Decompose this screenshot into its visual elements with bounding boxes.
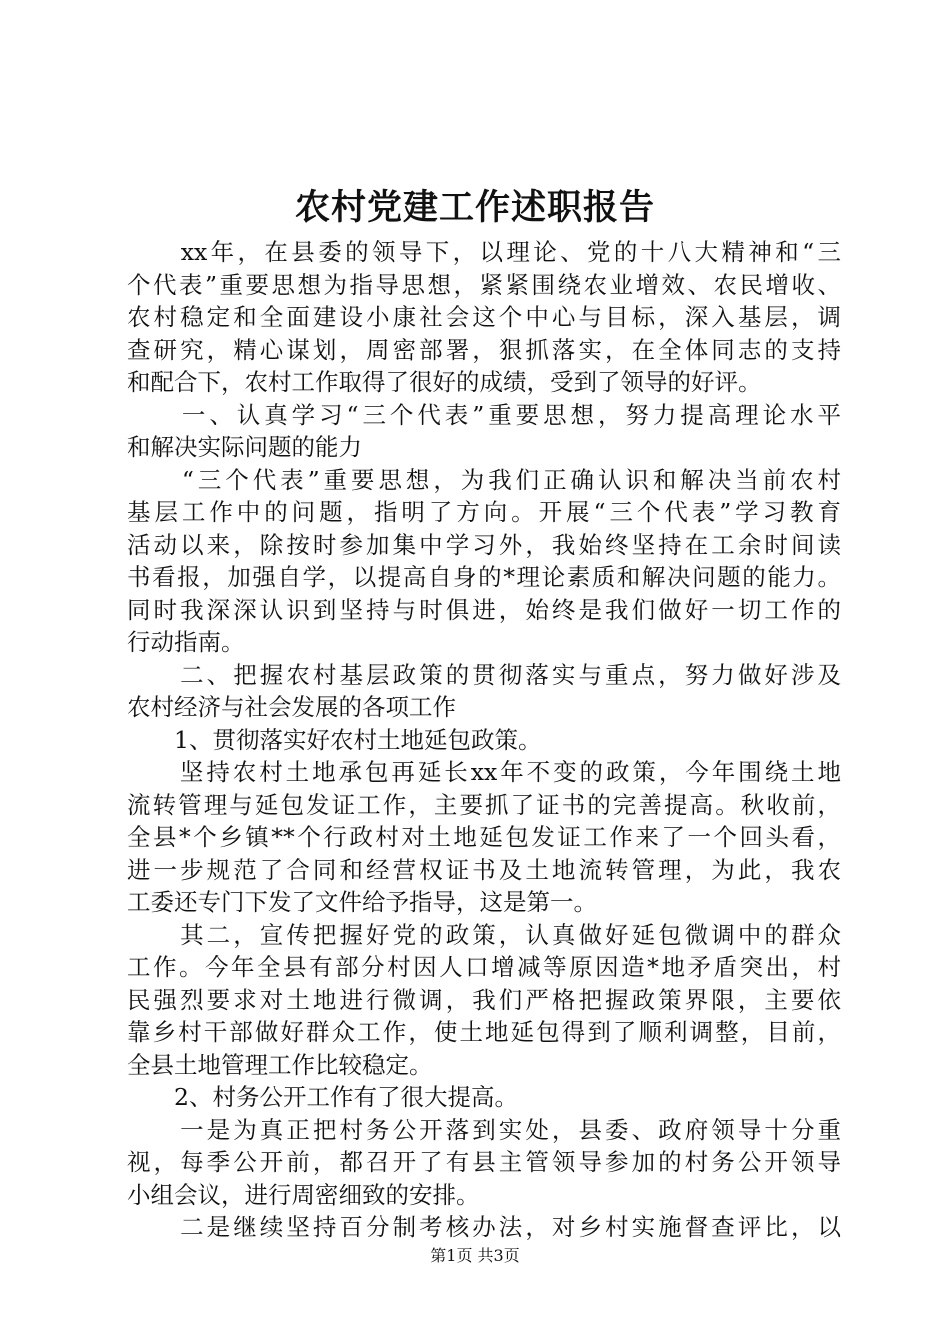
body-line: “三个代表”重要思想，为我们正确认识和解决当前农村 bbox=[127, 465, 841, 494]
body-line: 1、贯彻落实好农村土地延包政策。 bbox=[127, 725, 542, 754]
body-line: 同时我深深认识到坚持与时俱进，始终是我们做好一切工作的 bbox=[127, 595, 841, 624]
body-line: 坚持农村土地承包再延长xx年不变的政策，今年围绕土地 bbox=[127, 758, 841, 786]
body-line: 行动指南。 bbox=[127, 628, 245, 656]
body-line: 进一步规范了合同和经营权证书及土地流转管理，为此，我农 bbox=[127, 855, 841, 884]
body-line: 一、认真学习“三个代表”重要思想，努力提高理论水平 bbox=[127, 400, 841, 429]
body-line: 二、把握农村基层政策的贯彻落实与重点，努力做好涉及 bbox=[127, 660, 841, 689]
body-line: 一是为真正把村务公开落到实处，县委、政府领导十分重 bbox=[127, 1115, 841, 1144]
body-line: 2、村务公开工作有了很大提高。 bbox=[127, 1083, 518, 1111]
body-line: 其二，宣传把握好党的政策，认真做好延包微调中的群众 bbox=[127, 920, 841, 949]
body-line: 个代表”重要思想为指导思想，紧紧围绕农业增效、农民增收、 bbox=[127, 270, 841, 299]
body-line: 小组会议，进行周密细致的安排。 bbox=[127, 1180, 480, 1209]
body-line: 和解决实际问题的能力 bbox=[127, 433, 362, 461]
body-line: 视，每季公开前，都召开了有县主管领导参加的村务公开领导 bbox=[127, 1148, 841, 1176]
body-line: 工作。今年全县有部分村因人口增减等原因造*地矛盾突出，村 bbox=[127, 953, 841, 981]
body-line: 流转管理与延包发证工作，主要抓了证书的完善提高。秋收前， bbox=[127, 790, 841, 819]
page-footer: 第1页 共3页 bbox=[430, 1246, 520, 1265]
body-line: 活动以来，除按时参加集中学习外，我始终坚持在工余时间读 bbox=[127, 530, 841, 559]
body-line: 靠乡村干部做好群众工作，使土地延包得到了顺利调整，目前， bbox=[127, 1018, 841, 1046]
document-body bbox=[127, 236, 841, 1244]
body-line: 农村稳定和全面建设小康社会这个中心与目标，深入基层，调 bbox=[127, 303, 841, 331]
body-line: 全县*个乡镇**个行政村对土地延包发证工作来了一个回头看， bbox=[127, 823, 841, 851]
body-line: 查研究，精心谋划，周密部署，狠抓落实，在全体同志的支持 bbox=[127, 335, 841, 364]
body-line: 书看报，加强自学，以提高自身的*理论素质和解决问题的能力。 bbox=[127, 563, 841, 591]
body-line: xx年，在县委的领导下，以理论、党的十八大精神和“三 bbox=[127, 238, 841, 266]
body-line: 民强烈要求对土地进行微调，我们严格把握政策界限，主要依 bbox=[127, 985, 841, 1014]
body-line: 二是继续坚持百分制考核办法，对乡村实施督查评比，以 bbox=[127, 1213, 841, 1241]
body-line: 工委还专门下发了文件给予指导，这是第一。 bbox=[127, 888, 597, 916]
body-line: 和配合下，农村工作取得了很好的成绩，受到了领导的好评。 bbox=[127, 368, 762, 396]
document-title: 农村党建工作述职报告 bbox=[294, 187, 655, 228]
body-line: 全县土地管理工作比较稳定。 bbox=[127, 1050, 433, 1079]
body-line: 基层工作中的问题，指明了方向。开展“三个代表”学习教育 bbox=[127, 498, 841, 526]
body-line: 农村经济与社会发展的各项工作 bbox=[127, 693, 456, 721]
